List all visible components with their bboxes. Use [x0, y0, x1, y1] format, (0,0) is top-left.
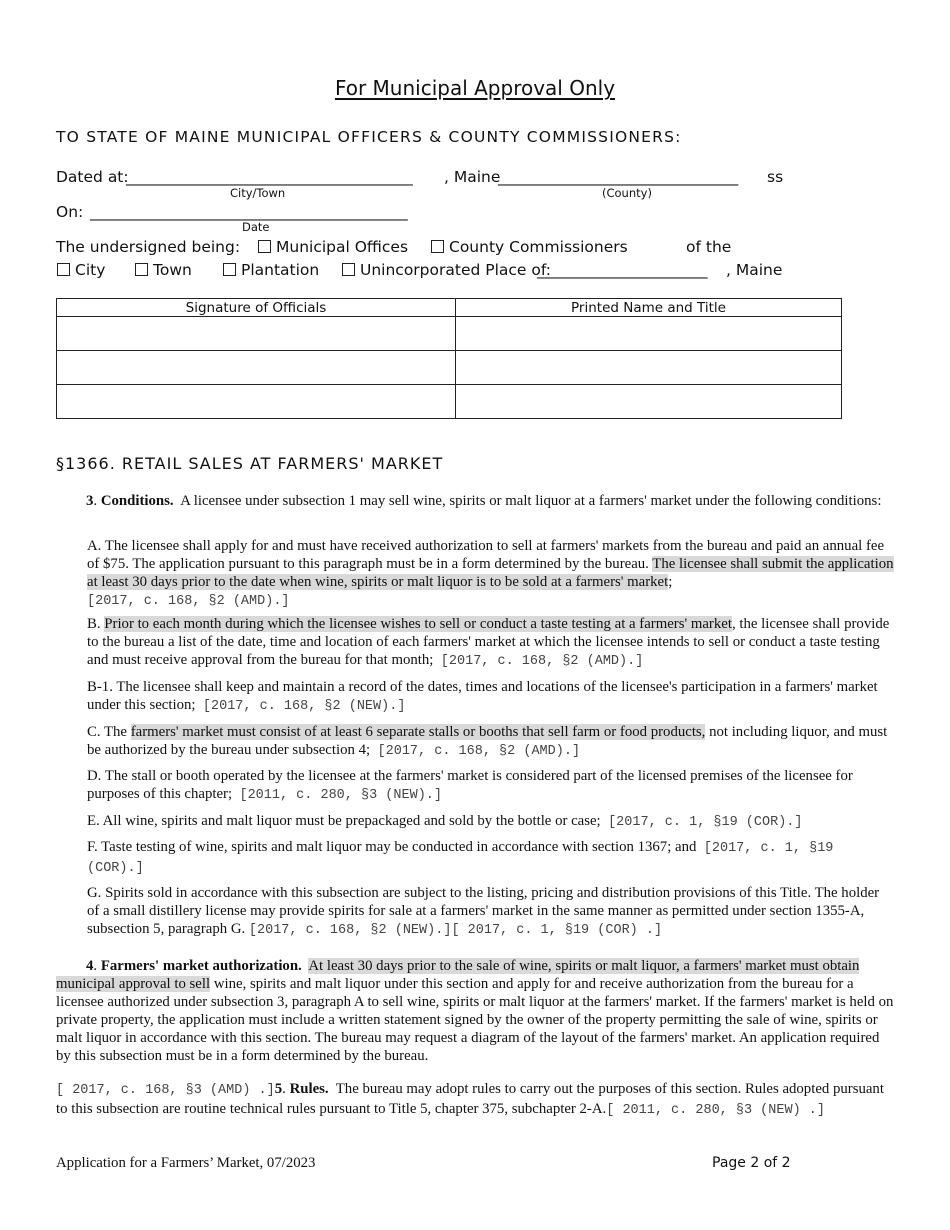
- county-field[interactable]: _______________________________: [498, 168, 739, 186]
- citation: [2011, c. 280, §3 (NEW).]: [239, 788, 443, 803]
- checkbox-icon: [223, 263, 236, 276]
- plantation-checkbox[interactable]: Plantation: [223, 261, 319, 279]
- undersigned-label: The undersigned being:: [56, 238, 241, 256]
- citation: [2017, c. 168, §2 (AMD).]: [377, 744, 581, 759]
- town-checkbox[interactable]: Town: [135, 261, 192, 279]
- citation: [ 2011, c. 280, §3 (NEW) .]: [606, 1103, 825, 1118]
- highlight: Prior to each month during which the licensee wishes to sell or conduct a taste testing at a farmers' market: [104, 616, 732, 632]
- unincorporated-place-field[interactable]: ______________________: [537, 261, 708, 279]
- subsection-5: [ 2017, c. 168, §3 (AMD) .]5. Rules. The bureau may adopt rules to carry out the purposes of this section. Rules adopted pursuant to this subsection are routine technical rules pursuant to Title 5, chapter 375, subchapter 2-A.[ 2011, c. 280, §3 (NEW) .]: [56, 1081, 884, 1118]
- signature-cell[interactable]: [57, 351, 456, 385]
- municipal-offices-checkbox[interactable]: Municipal Offices: [258, 238, 408, 256]
- footer-form-name: Application for a Farmers’ Market, 07/2023: [56, 1155, 316, 1171]
- checkbox-icon: [431, 240, 444, 253]
- paragraph-e: E. All wine, spirits and malt liquor must be prepackaged and sold by the bottle or case; [2017, c. 1, §19 (COR).]: [87, 813, 803, 830]
- signature-column-header: Signature of Officials: [57, 299, 456, 317]
- subsection-3: 3. Conditions. A licensee under subsection 1 may sell wine, spirits or malt liquor at a farmers' market under the following conditions:: [86, 493, 882, 509]
- printed-name-column-header: Printed Name and Title: [456, 299, 842, 317]
- addressee-line: TO STATE OF MAINE MUNICIPAL OFFICERS & COUNTY COMMISSIONERS:: [56, 128, 682, 146]
- highlight: The licensee shall submit the application at least 30 days prior to the date when wine, spirits or malt liquor is to be sold at a farmers' market: [87, 556, 894, 590]
- county-commissioners-checkbox[interactable]: County Commissioners: [431, 238, 628, 256]
- signature-table: [56, 298, 842, 419]
- date-field[interactable]: _________________________________________: [90, 203, 408, 221]
- paragraph-f: F. Taste testing of wine, spirits and malt liquor may be conducted in accordance with section 1367; and [2017, c. 1, §19 (COR).]: [87, 839, 834, 876]
- on-label: On:: [56, 203, 84, 221]
- paragraph-g: G. Spirits sold in accordance with this subsection are subject to the listing, pricing and distribution provisions of this Title. The holder of a small distillery license may provide spirits for sale at a farmers' market in the same manner as permitted under section 1355-A, subsection 5, paragraph G. [2017, c. 168, §2 (NEW).][ 2017, c. 1, §19 (COR) .]: [87, 885, 880, 938]
- section-heading: §1366. RETAIL SALES AT FARMERS' MARKET: [56, 454, 444, 473]
- paragraph-d: D. The stall or booth operated by the licensee at the farmers' market is considered part of the licensed premises of the licensee for purposes of this chapter; [2011, c. 280, §3 (NEW).]: [87, 768, 853, 803]
- citation: [2017, c. 168, §2 (NEW).][ 2017, c. 1, §19 (COR) .]: [248, 923, 663, 938]
- printed-name-cell[interactable]: [456, 351, 842, 385]
- checkbox-icon: [135, 263, 148, 276]
- checkbox-icon: [258, 240, 271, 253]
- signature-cell[interactable]: [57, 317, 456, 351]
- maine-end-label: , Maine: [726, 261, 783, 279]
- citation: [2017, c. 168, §2 (NEW).]: [202, 699, 406, 714]
- page-title: For Municipal Approval Only: [334, 76, 616, 100]
- unincorporated-checkbox[interactable]: Unincorporated Place of:: [342, 261, 551, 279]
- table-row: [57, 351, 842, 385]
- printed-name-cell[interactable]: [456, 385, 842, 419]
- printed-name-cell[interactable]: [456, 317, 842, 351]
- paragraph-b: B. Prior to each month during which the licensee wishes to sell or conduct a taste testing at a farmers' market, the licensee shall provide to the bureau a list of the date, time and location of each farmers' market at which the licensee intends to sell or conduct a taste testing and must receive approval from the bureau for that month; [2017, c. 168, §2 (AMD).]: [87, 616, 890, 669]
- city-checkbox[interactable]: City: [57, 261, 105, 279]
- city-town-caption: City/Town: [230, 186, 286, 200]
- date-caption: Date: [242, 220, 270, 234]
- subsection-4: 4. Farmers' market authorization. At least 30 days prior to the sale of wine, spirits or malt liquor, a farmers' market must obtain municipal approval to sell wine, spirits and malt liquor under this section and apply for and receive authorization from the bureau for a licensee authorized under subsection 3, paragraph A to sell wine, spirits or malt liquor at the farmers' market. If the farmers' market is held on private property, the application must include a written statement signed by the owner of the property permitting the sale of wine, spirits or malt liquor in accordance with this section. The bureau may request a diagram of the layout of the farmers' market. An application required by this subsection must be in a form determined by the bureau.: [56, 958, 894, 1064]
- citation: [2017, c. 1, §19 (COR).]: [608, 815, 803, 830]
- city-town-field[interactable]: _____________________________________: [126, 168, 413, 186]
- table-header-row: [57, 299, 842, 317]
- dated-at-label: Dated at:: [56, 168, 129, 186]
- citation: [2017, c. 1, §19 (COR).]: [87, 841, 834, 876]
- checkbox-icon: [342, 263, 355, 276]
- table-row: [57, 385, 842, 419]
- maine-label: , Maine: [444, 168, 501, 186]
- highlight: farmers' market must consist of at least 6 separate stalls or booths that sell farm or food products,: [130, 724, 706, 740]
- table-row: [57, 317, 842, 351]
- citation: [2017, c. 168, §2 (AMD).]: [87, 594, 290, 609]
- highlight: At least 30 days prior to the sale of wine, spirits or malt liquor, a farmers' market must obtain municipal approval to sell: [56, 958, 860, 992]
- paragraph-b1: B-1. The licensee shall keep and maintain a record of the dates, times and locations of the licensee's participation in a farmers' market under this section; [2017, c. 168, §2 (NEW).]: [87, 679, 878, 714]
- paragraph-a: A. The licensee shall apply for and must have received authorization to sell at farmers' markets from the bureau and paid an annual fee of $75. The application pursuant to this paragraph must be in a form determined by the bureau. The licensee shall submit the application at least 30 days prior to the date when wine, spirits or malt liquor is to be sold at a farmers' market; [2017, c. 168, §2 (AMD).]: [87, 538, 894, 609]
- citation: [2017, c. 168, §2 (AMD).]: [440, 654, 644, 669]
- signature-cell[interactable]: [57, 385, 456, 419]
- ss-label: ss: [767, 168, 784, 186]
- citation: [ 2017, c. 168, §3 (AMD) .]: [56, 1083, 275, 1098]
- of-the-label: of the: [686, 238, 732, 256]
- paragraph-c: C. The farmers' market must consist of at least 6 separate stalls or booths that sell farm or food products, not including liquor, and must be authorized by the bureau under subsection 4; [2017, c. 168, §2 (AMD).]: [87, 724, 888, 759]
- footer-page-number: Page 2 of 2: [712, 1155, 791, 1171]
- checkbox-icon: [57, 263, 70, 276]
- county-caption: (County): [602, 186, 652, 200]
